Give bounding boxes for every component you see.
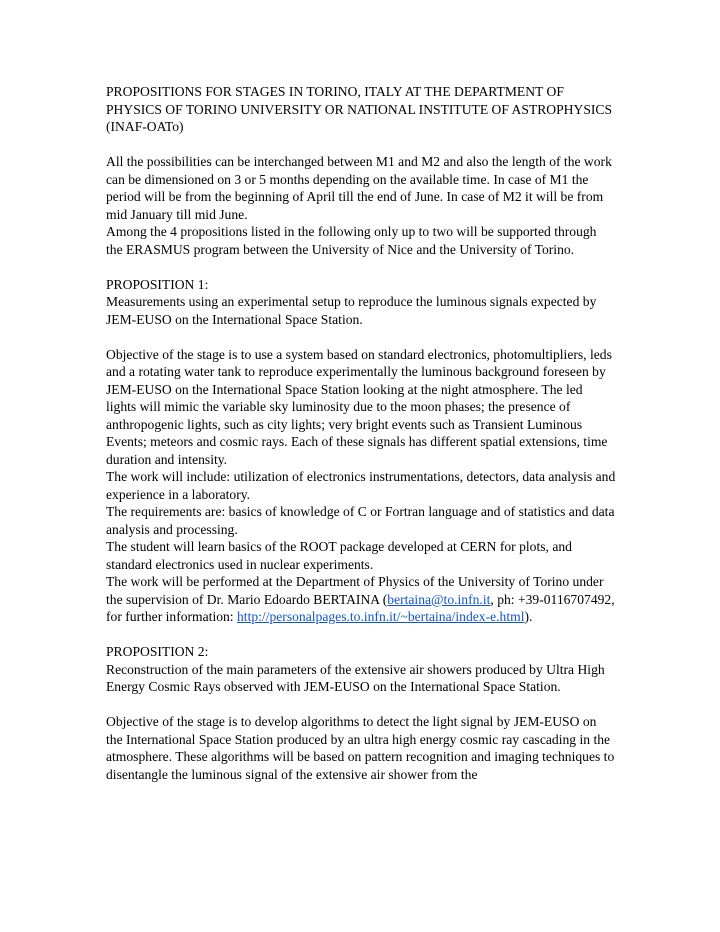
spacer: [106, 696, 616, 714]
proposition-1-contact: [106, 573, 616, 626]
proposition-1-objective: Objective of the stage is to use a system based on standard electronics, photomultipliers, leds and a rotating water tank to reproduce experimentally the luminous background foreseen by JEM-EUSO on the International Space Station looking at the night atmosphere. The led lights will mimic the variable sky luminosity due to the moon phases; the presence of anthropogenic lights, such as city lights; very bright events such as Transient Luminous Events; meteors and cosmic rays. Each of these signals has different spatial extensions, time duration and intensity.: [106, 346, 612, 467]
email-link[interactable]: bertaina@to.infn.it: [387, 591, 491, 607]
intro-paragraph-2: Among the 4 propositions listed in the following only up to two will be supported through the ERASMUS program between the University of Nice and the University of Torino.: [106, 224, 597, 257]
contact-text-before: The work will be performed at the Department of Physics of the University of Torino under the supervision of Dr. Mario Edoardo BERTAINA (: [106, 574, 604, 607]
document-page: [106, 83, 616, 783]
intro-paragraph-1: All the possibilities can be interchanged between M1 and M2 and also the length of the work can be dimensioned on 3 or 5 months depending on the available time. In case of M1 the period will be from the beginning of April till the end of June. In case of M2 it will be from mid January till mid June.: [106, 154, 612, 222]
proposition-1-learn: The student will learn basics of the ROOT package developed at CERN for plots, and standard electronics used in nuclear experiments.: [106, 539, 572, 572]
proposition-1-subtitle: Measurements using an experimental setup to reproduce the luminous signals expected by JEM-EUSO on the International Space Station.: [106, 294, 597, 327]
contact-text-middle: , ph: +39-0116707492, for further information:: [106, 591, 615, 624]
proposition-2-objective: Objective of the stage is to develop algorithms to detect the light signal by JEM-EUSO on the International Space Station produced by an ultra high energy cosmic ray cascading in the atmosphere. These algorithms will be based on pattern recognition and imaging techniques to disentangle the luminous signal of the extensive air shower from the: [106, 714, 615, 782]
proposition-2-heading: PROPOSITION 2:: [106, 644, 209, 659]
spacer: [106, 328, 616, 346]
proposition-1-heading: PROPOSITION 1:: [106, 276, 209, 292]
proposition-1-work: The work will include: utilization of electronics instrumentations, detectors, data analysis and experience in a laboratory.: [106, 469, 616, 502]
spacer: [106, 136, 616, 154]
spacer: [106, 626, 616, 644]
contact-text-after: ).: [524, 609, 533, 624]
homepage-link[interactable]: http://personalpages.to.infn.it/~bertaina/index-e.html: [237, 609, 525, 624]
proposition-2-subtitle: Reconstruction of the main parameters of the extensive air showers produced by Ultra High Energy Cosmic Rays observed with JEM-EUSO on the International Space Station.: [106, 661, 605, 694]
document-title: PROPOSITIONS FOR STAGES IN TORINO, ITALY AT THE DEPARTMENT OF PHYSICS OF TORINO UNIVERSITY OR NATIONAL INSTITUTE OF ASTROPHYSICS (INAF-OATo): [106, 84, 613, 134]
proposition-1-requirements: The requirements are: basics of knowledge of C or Fortran language and of statistics and data analysis and processing.: [106, 504, 615, 537]
spacer: [106, 258, 616, 276]
